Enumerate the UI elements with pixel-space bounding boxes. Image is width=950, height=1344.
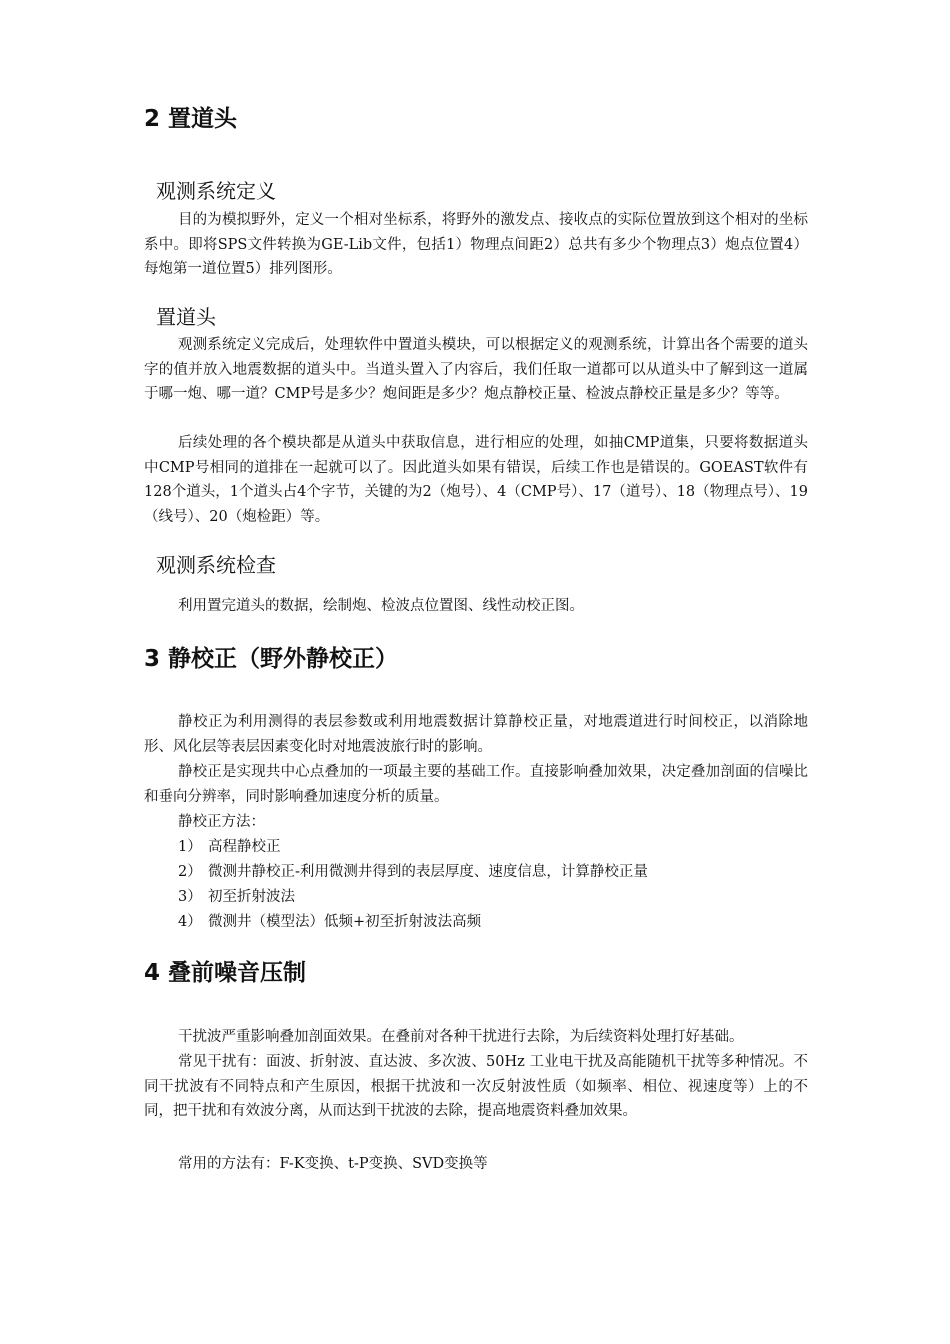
list-item — [178, 835, 798, 859]
list-item-text: 初至折射波法 — [208, 889, 295, 905]
paragraph: 观测系统定义完成后，处理软件中置道头模块，可以根据定义的观测系统，计算出各个需要的道头字的值并放入地震数据的道头中。当道头置入了内容后，我们任取一道都可以从道头中了解到这一道属于哪一炮、哪一道？CMP号是多少？炮间距是多少？炮点静校正量、检波点静校正量是多少？等等。 — [144, 337, 808, 403]
paragraph: 后续处理的各个模块都是从道头中获取信息，进行相应的处理，如抽CMP道集，只要将数据道头中CMP号相同的道排在一起就可以了。因此道头如果有错误，后续工作也是错误的。GOEAST软件有128个道头，1个道头占4个字节，关键的为2（炮号）、4（CMP号）、17（道号）、18（物理点号）、19（线号）、20（炮检距）等。 — [144, 435, 808, 525]
list-item-number: 4） — [178, 914, 202, 930]
list-item — [178, 860, 798, 884]
subsection-title-survey-check: 观测系统检查 — [156, 553, 276, 577]
section-heading-2: 2 置道头 — [144, 106, 238, 132]
subsection-title-survey-definition: 观测系统定义 — [156, 179, 276, 203]
paragraph: 目的为模拟野外，定义一个相对坐标系，将野外的激发点、接收点的实际位置放到这个相对的坐标系中。即将SPS文件转换为GE-Lib文件，包括1）物理点间距2）总共有多少个物理点3）炮点位置4）每炮第一道位置5）排列图形。 — [144, 212, 808, 278]
paragraph: 静校正是实现共中心点叠加的一项最主要的基础工作。直接影响叠加效果，决定叠加剖面的信噪比和垂向分辨率，同时影响叠加速度分析的质量。 — [144, 764, 808, 805]
list-item-number: 3） — [178, 889, 202, 905]
paragraph: 利用置完道头的数据，绘制炮、检波点位置图、线性动校正图。 — [178, 598, 584, 614]
section-heading-3: 3 静校正（野外静校正） — [144, 646, 399, 672]
list-item — [178, 910, 798, 934]
list-item-number: 2） — [178, 864, 202, 880]
section-heading-4: 4 叠前噪音压制 — [144, 960, 307, 986]
list-item-number: 1） — [178, 839, 202, 855]
subsection-title-trace-header: 置道头 — [156, 305, 216, 329]
paragraph: 常见干扰有：面波、折射波、直达波、多次波、50Hz 工业电干扰及高能随机干扰等多种情况。不同干扰波有不同特点和产生原因，根据干扰波和一次反射波性质（如频率、相位、视速度等）上的不同，把干扰和有效波分离，从而达到干扰波的去除，提高地震资料叠加效果。 — [144, 1054, 808, 1120]
list-item-text: 高程静校正 — [208, 839, 281, 855]
paragraph: 干扰波严重影响叠加剖面效果。在叠前对各种干扰进行去除，为后续资料处理打好基础。 — [178, 1029, 744, 1045]
list-item-text: 微测井（模型法）低频+初至折射波法高频 — [208, 914, 482, 930]
paragraph: 常用的方法有：F-K变换、t-P变换、SVD变换等 — [178, 1156, 488, 1172]
paragraph: 静校正方法： — [178, 814, 265, 830]
list-item — [178, 885, 798, 909]
list-item-text: 微测井静校正-利用微测井得到的表层厚度、速度信息，计算静校正量 — [208, 864, 648, 880]
paragraph: 静校正为利用测得的表层参数或利用地震数据计算静校正量，对地震道进行时间校正，以消除地形、风化层等表层因素变化时对地震波旅行时的影响。 — [144, 714, 808, 755]
